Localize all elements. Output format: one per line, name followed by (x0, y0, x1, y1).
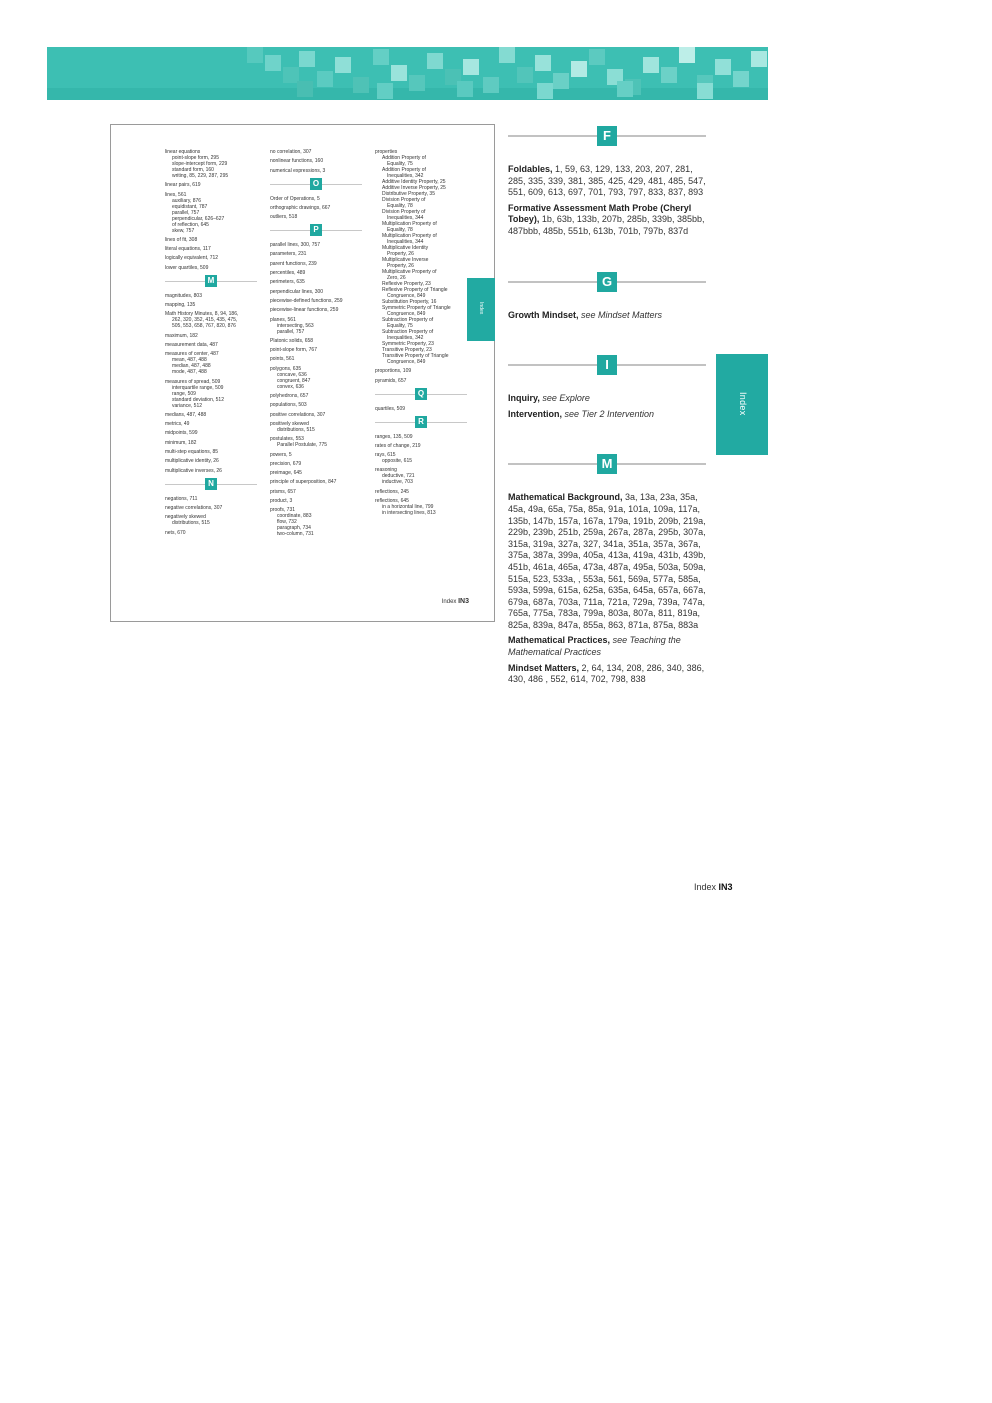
index-subentry: paragraph, 734 (277, 525, 311, 532)
letter-badge: R (415, 416, 427, 428)
index-subentry: standard form, 160 (172, 167, 214, 173)
index-entry: lower quartiles, 509 (165, 264, 209, 271)
letter-heading (375, 388, 467, 400)
index-entry (508, 635, 706, 658)
banner-block (317, 71, 333, 87)
entry-reference[interactable]: Teaching the Mathematical Practices (508, 635, 681, 658)
index-subentry: point-slope form, 295 (172, 155, 219, 161)
index-entry: proportions, 109 (375, 368, 412, 375)
inset-footer-page: IN3 (458, 598, 469, 605)
index-entry: measures of spread, 509 (165, 378, 221, 385)
inset-column-1 (165, 149, 257, 539)
index-subentry: in a horizontal line, 799 (382, 504, 434, 511)
index-entry: measures of center, 487 (165, 351, 219, 358)
section-gap (508, 325, 706, 353)
inset-footer-word: Index (441, 599, 457, 605)
banner-block (373, 49, 389, 65)
banner-block (499, 47, 515, 63)
entry-term: Growth Mindset, (508, 309, 579, 320)
index-subentry: distributions, 515 (172, 520, 210, 527)
letter-badge: F (597, 126, 617, 146)
index-entry: parent functions, 239 (270, 260, 317, 267)
index-entry: numerical expressions, 3 (270, 167, 326, 174)
inset-page-footer (442, 598, 469, 605)
index-entry: reasoning (375, 467, 397, 474)
index-entry: perpendicular lines, 300 (270, 288, 324, 295)
section-gap (508, 242, 706, 270)
index-subentry: Equality, 78 (387, 227, 413, 233)
index-column-right (508, 124, 706, 690)
index-subentry: Equality, 78 (387, 203, 413, 209)
banner-block (377, 83, 393, 99)
index-subentry: Inequalities, 344 (387, 215, 424, 221)
index-subentry: Multiplication Property of (382, 221, 437, 227)
banner-lower-band (47, 88, 768, 100)
index-subentry: slope-intercept form, 229 (172, 161, 228, 167)
index-entry: Order of Operations, 5 (270, 195, 320, 202)
index-subentry: convex, 636 (277, 383, 304, 390)
index-subentry: Zero, 26 (387, 275, 406, 281)
index-subentry: parallel, 757 (277, 328, 305, 335)
index-entry: positive correlations, 307 (270, 411, 326, 418)
index-entry: nets, 670 (165, 529, 186, 536)
index-subentry: Additive Identity Property, 25 (382, 179, 446, 185)
index-entry: linear pairs, 619 (165, 182, 201, 189)
index-entry: measurement data, 487 (165, 341, 218, 348)
index-entry: parallel lines, 300, 757 (270, 242, 321, 249)
letter-heading-g (508, 272, 706, 292)
index-entry: orthographic drawings, 667 (270, 204, 331, 211)
index-subentry: mean, 487, 488 (172, 357, 207, 364)
index-entry: lines, 561 (165, 191, 187, 198)
letter-badge: Q (415, 388, 427, 400)
entry-see: see (539, 393, 560, 404)
entry-term: Formative Assessment Math Probe (Cheryl Tobey), (508, 202, 692, 225)
letter-badge: P (310, 224, 322, 236)
index-subentry: Equality, 75 (387, 323, 413, 329)
banner-block (427, 53, 443, 69)
letter-heading (165, 478, 257, 490)
banner-block (643, 57, 659, 73)
index-entry (508, 409, 706, 421)
index-subentry: Symmetric Property, 23 (382, 341, 434, 347)
index-entry: positively skewed (270, 420, 309, 427)
inset-column-3 (375, 149, 467, 516)
index-subentry: Congruence, 849 (387, 311, 426, 317)
index-subentry: Parallel Postulate, 775 (277, 442, 328, 449)
index-subentry: variance, 512 (172, 402, 203, 409)
index-entry: literal equations, 117 (165, 246, 211, 253)
page-footer (694, 882, 733, 892)
header-banner (47, 47, 768, 100)
index-entry (508, 310, 706, 322)
index-entry (508, 393, 706, 405)
letter-badge: M (597, 454, 617, 474)
index-entry: linear equations (165, 149, 201, 155)
letter-heading-m (508, 454, 706, 474)
index-entry: rates of change, 219 (375, 442, 421, 449)
index-subentry: deductive, 721 (382, 473, 415, 480)
entry-reference[interactable]: Mindset Matters (598, 309, 663, 320)
index-entry: no correlation, 307 (270, 149, 312, 155)
index-subentry: parallel, 757 (172, 209, 200, 216)
banner-block (715, 59, 731, 75)
banner-block (335, 57, 351, 73)
index-subentry: Transitive Property, 23 (382, 347, 432, 353)
inset-index-page (110, 124, 495, 622)
index-entry: Math History Minutes, 8, 94, 186, (165, 311, 239, 318)
banner-block (537, 83, 553, 99)
index-entry: multi-step equations, 85 (165, 449, 219, 456)
index-entry: medians, 487, 488 (165, 411, 207, 418)
index-subentry: flow, 732 (277, 519, 297, 526)
banner-block (751, 51, 767, 67)
banner-block (297, 81, 313, 97)
index-entry: reflections, 245 (375, 488, 409, 495)
index-entry: ranges, 135, 509 (375, 433, 413, 440)
index-entry: quartiles, 509 (375, 405, 406, 412)
index-subentry: opposite, 615 (382, 458, 413, 465)
index-subentry: in intersecting lines, 813 (382, 510, 436, 517)
index-entry: parameters, 231 (270, 251, 307, 258)
index-subentry: congruent, 847 (277, 377, 311, 384)
entry-term: Inquiry, (508, 393, 540, 404)
index-entry: minimum, 182 (165, 439, 197, 446)
banner-block (483, 77, 499, 93)
index-subentry: Congruence, 849 (387, 293, 426, 299)
letter-badge: M (205, 275, 217, 287)
index-subentry: Reflexive Property of Triangle (382, 287, 448, 293)
index-subentry: Division Property of (382, 197, 426, 203)
index-side-tab[interactable] (716, 354, 768, 455)
letter-heading (165, 275, 257, 287)
entry-term: Mindset Matters, (508, 662, 580, 673)
index-subentry: of reflection, 645 (172, 221, 209, 228)
index-entry: nonlinear functions, 160 (270, 158, 324, 165)
index-entry: pyramids, 657 (375, 377, 407, 384)
index-subentry: Multiplicative Inverse (382, 257, 429, 263)
index-entry: points, 561 (270, 356, 295, 363)
index-subentry: coordinate, 883 (277, 513, 312, 520)
index-entry: prisms, 657 (270, 488, 296, 495)
entry-reference[interactable]: Explore (559, 393, 590, 404)
section-gap (508, 424, 706, 452)
banner-block (299, 51, 315, 67)
index-subentry: inductive, 703 (382, 479, 413, 486)
index-subentry: auxiliary, 876 (172, 197, 202, 204)
index-subentry: Property, 26 (387, 251, 414, 257)
banner-block (733, 71, 749, 87)
index-subentry: Subtraction Property of (382, 317, 434, 323)
letter-badge: I (597, 355, 617, 375)
index-subentry: Inequalities, 342 (387, 335, 424, 341)
index-subentry: concave, 636 (277, 371, 307, 378)
index-subentry: Addition Property of (382, 155, 426, 161)
banner-block (391, 65, 407, 81)
banner-block (265, 55, 281, 71)
footer-page-number: IN3 (718, 882, 733, 892)
index-subentry: Multiplication Property of (382, 233, 437, 239)
letter-badge: N (205, 478, 217, 490)
index-entry: magnitudes, 803 (165, 292, 202, 299)
index-entry: product, 3 (270, 498, 293, 505)
index-entry: principle of superposition, 847 (270, 479, 337, 486)
index-entry: midpoints, 599 (165, 430, 198, 437)
index-subentry: Division Property of (382, 209, 426, 215)
index-entry: powers, 5 (270, 451, 292, 458)
index-subentry: range, 509 (172, 390, 196, 397)
entry-reference[interactable]: Tier 2 Intervention (581, 408, 654, 419)
index-subentry: Transitive Property of Triangle (382, 353, 449, 359)
index-entry: postulates, 553 (270, 436, 304, 443)
banner-block (571, 61, 587, 77)
index-entry: mapping, 135 (165, 302, 196, 309)
index-subentry: standard deviation, 512 (172, 396, 224, 403)
letter-badge: O (310, 178, 322, 190)
banner-block (409, 75, 425, 91)
index-subentry: mode, 487, 488 (172, 369, 207, 376)
entry-term: Mathematical Practices, (508, 635, 611, 646)
index-subentry: median, 487, 488 (172, 363, 211, 370)
index-entry: outliers, 518 (270, 214, 298, 221)
index-entry: point-slope form, 767 (270, 347, 317, 354)
banner-block (457, 81, 473, 97)
index-subentry: Reflexive Property, 23 (382, 281, 431, 287)
index-subentry: 505, 553, 658, 767, 820, 876 (172, 323, 236, 330)
entry-see: see (562, 408, 582, 419)
index-subentry: Equality, 75 (387, 161, 413, 167)
banner-block (661, 67, 677, 83)
banner-block (353, 77, 369, 93)
index-entry: populations, 503 (270, 402, 307, 409)
index-entry: planes, 561 (270, 316, 296, 323)
index-subentry: Congruence, 849 (387, 359, 426, 365)
index-subentry: Distributive Property, 35 (382, 191, 435, 197)
index-subentry: Subtraction Property of (382, 329, 434, 335)
inset-column-2 (270, 149, 362, 537)
entry-pages: 1b, 63b, 133b, 207b, 285b, 339b, 385bb, 487bbb, 485b, 551b, 613b, 701b, 797b, 837d (508, 214, 705, 236)
index-entry (508, 663, 706, 686)
index-entry: rays, 615 (375, 452, 396, 459)
index-entry: maximum, 182 (165, 332, 198, 339)
banner-block (679, 47, 695, 63)
index-entry: reflections, 645 (375, 498, 409, 505)
entry-see: see (610, 635, 630, 646)
banner-block (535, 55, 551, 71)
index-entry: polyhedrons, 657 (270, 393, 309, 400)
banner-block (463, 59, 479, 75)
index-subentry: Multiplicative Property of (382, 269, 437, 275)
index-subentry: 262, 320, 352, 415, 435, 475, (172, 317, 238, 324)
letter-heading-f (508, 126, 706, 146)
index-subentry: writing, 85, 229, 287, 295 (172, 173, 229, 179)
index-entry: properties (375, 149, 398, 155)
index-entry: negations, 711 (165, 495, 198, 502)
inset-tab-label: Index (478, 302, 484, 315)
entry-pages: 1, 59, 63, 129, 133, 203, 207, 281, 285, 335, 339, 381, 385, 425, 429, 481, 485, 547, 551, 609, 613, 697, 701, 793, 797, 833, 837, 893 (508, 164, 706, 198)
banner-block (247, 47, 263, 63)
index-entry (508, 164, 706, 199)
index-subentry: Inequalities, 344 (387, 239, 424, 245)
index-subentry: Multiplicative Identity (382, 245, 429, 251)
banner-block (617, 81, 633, 97)
index-entry: precision, 679 (270, 460, 302, 467)
entry-term: Mathematical Background, (508, 492, 623, 503)
index-entry: piecewise-linear functions, 259 (270, 307, 339, 314)
entry-term: Intervention, (508, 408, 563, 419)
entry-term: Foldables, (508, 164, 553, 174)
index-entry: perimeters, 635 (270, 279, 305, 286)
index-subentry: Additive Inverse Property, 25 (382, 185, 446, 191)
index-subentry: two-column, 731 (277, 531, 314, 538)
index-subentry: Addition Property of (382, 167, 426, 173)
banner-block (589, 49, 605, 65)
index-entry (508, 203, 706, 238)
index-entry: proofs, 731 (270, 507, 296, 514)
index-entry: negatively skewed (165, 514, 206, 521)
index-entry: percentiles, 489 (270, 270, 306, 277)
letter-heading (375, 416, 467, 428)
entry-pages: 2, 64, 134, 208, 286, 340, 386, 430, 486 , 552, 614, 702, 798, 838 (508, 662, 705, 685)
index-entry: Platonic solids, 658 (270, 337, 314, 344)
index-entry (508, 492, 706, 631)
letter-heading-i (508, 355, 706, 375)
footer-word: Index (694, 882, 717, 892)
index-subentry: perpendicular, 626–627 (172, 215, 225, 222)
index-entry: polygons, 635 (270, 365, 302, 372)
index-subentry: Property, 26 (387, 263, 414, 269)
entry-see: see (578, 309, 599, 320)
side-tab-label: Index (738, 392, 748, 416)
banner-block (553, 73, 569, 89)
index-entry: multiplicative identity, 26 (165, 458, 219, 465)
index-subentry: skew, 757 (172, 227, 195, 234)
index-subentry: equidistant, 787 (172, 203, 208, 210)
index-entry: piecewise-defined functions, 259 (270, 297, 343, 304)
letter-heading (270, 178, 362, 190)
index-entry: lines of fit, 308 (165, 236, 198, 243)
index-subentry: Substitution Property, 16 (382, 299, 437, 305)
entry-pages: 3a, 13a, 23a, 35a, 45a, 49a, 65a, 75a, 85a, 91a, 101a, 109a, 117a, 135b, 147b, 157a, 167a, 179a, 191b, 209b, 219a, 229b, 239b, 251b, 259a, 267a, 287a, 295b, 307a, 315a, 319a, 327a, 327, 341a, 351a, 357a, 367a, 375a, 387a, 399a, 405a, 413a, 419a, 431b, 439b, 451b, 461a, 465a, 473a, 487a, 495a, 503a, 509a, 515a, 523, 533a, , 553a, 561, 569a, 577a, 585a, 593a, 599a, 615a, 625a, 635a, 645a, 657a, 667a, 679a, 687a, 703a, 711a, 721a, 729a, 739a, 747a, 765a, 775a, 783a, 799a, 803a, 807a, 811, 819a, 825a, 839a, 847a, 855a, 863, 871a, 875a, 883a (508, 492, 706, 630)
index-subentry: Inequalities, 342 (387, 173, 424, 179)
letter-badge: G (597, 272, 617, 292)
index-subentry: distributions, 515 (277, 426, 315, 433)
index-subentry: intersecting, 563 (277, 322, 314, 329)
index-entry: multiplicative inverses, 26 (165, 467, 222, 474)
index-entry: metrics, 49 (165, 421, 190, 428)
letter-heading (270, 224, 362, 236)
banner-block (697, 83, 713, 99)
banner-block (517, 67, 533, 83)
index-entry: preimage, 645 (270, 470, 302, 477)
index-entry: negative correlations, 307 (165, 504, 223, 511)
index-subentry: Symmetric Property of Triangle (382, 305, 451, 311)
inset-index-tab (467, 278, 495, 341)
index-subentry: interquartile range, 509 (172, 384, 224, 391)
index-entry: logically equivalent, 712 (165, 255, 219, 262)
